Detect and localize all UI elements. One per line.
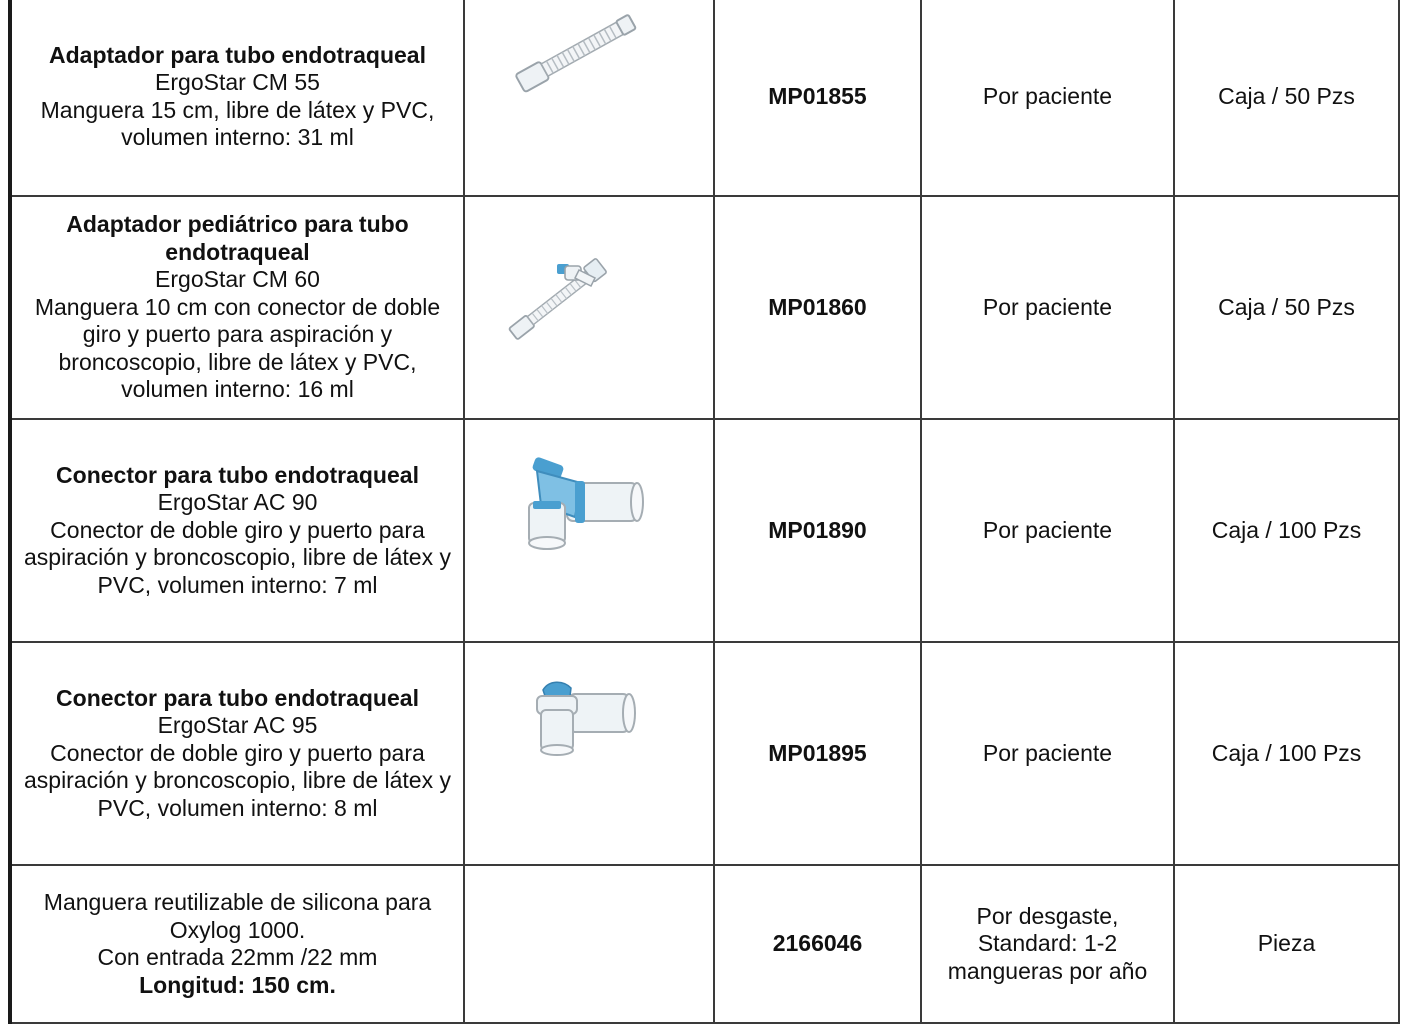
product-model: ErgoStar AC 95 [157,712,318,739]
table-row [10,865,1399,1023]
packaging-cell: Caja / 100 Pzs [1174,419,1399,642]
product-title: Adaptador para tubo endotraqueal [49,41,426,68]
description-cell [10,642,464,865]
table-row [10,419,1399,642]
product-model: ErgoStar AC 90 [157,489,318,516]
table-row [10,0,1399,196]
product-inlet: Con entrada 22mm /22 mm [97,944,378,970]
replacement-cell: Por paciente [921,419,1174,642]
code-cell: MP01895 [714,642,921,865]
table-row [10,642,1399,865]
products-table [8,0,1400,1024]
product-title: Conector para tubo endotraqueal [56,684,419,711]
packaging-cell: Caja / 50 Pzs [1174,0,1399,196]
replacement-line: mangueras por año [947,957,1148,984]
replacement-line: Por desgaste, [976,902,1119,929]
replacement-cell: Por paciente [921,0,1174,196]
swivel-connector-ac95-image [471,644,707,864]
product-details: Manguera 10 cm con conector de doble giro y puerto para aspiración y broncoscopio, libre de látex y PVC, volumen interno: 16 ml [34,293,441,403]
product-details: Manguera 15 cm, libre de látex y PVC, volumen interno: 31 ml [40,96,435,150]
replacement-line: Standard: 1-2 [977,930,1118,957]
image-cell [464,0,714,196]
product-title: Adaptador pediátrico para tubo endotraqueal [66,211,409,265]
code-cell: MP01860 [714,196,921,419]
image-cell-empty [464,865,714,1023]
description-cell [10,419,464,642]
table-row [10,196,1399,419]
code-cell: 2166046 [714,865,921,1023]
product-model: ErgoStar CM 55 [155,69,320,95]
product-details: Conector de doble giro y puerto para aspiración y broncoscopio, libre de látex y PVC, volumen interno: 8 ml [23,739,451,821]
replacement-cell: Por paciente [921,642,1174,865]
image-cell [464,642,714,865]
straight-hose-adapter-image [471,2,707,192]
product-title: Conector para tubo endotraqueal [56,461,419,488]
description-cell [10,865,464,1023]
description-cell [10,0,464,196]
product-model: ErgoStar CM 60 [155,266,320,293]
image-cell [464,419,714,642]
image-cell [464,196,714,419]
product-length: Longitud: 150 cm. [139,971,336,998]
product-description: Manguera reutilizable de silicona para Oxylog 1000. [43,889,432,943]
swivel-connector-ac90-image [471,421,707,641]
packaging-cell: Caja / 100 Pzs [1174,642,1399,865]
packaging-cell: Pieza [1174,865,1399,1023]
pediatric-hose-adapter-image [471,198,707,418]
packaging-cell: Caja / 50 Pzs [1174,196,1399,419]
replacement-cell: Por paciente [921,196,1174,419]
replacement-cell [921,865,1174,1023]
code-cell: MP01890 [714,419,921,642]
description-cell [10,196,464,419]
product-details: Conector de doble giro y puerto para aspiración y broncoscopio, libre de látex y PVC, volumen interno: 7 ml [23,516,451,598]
code-cell: MP01855 [714,0,921,196]
